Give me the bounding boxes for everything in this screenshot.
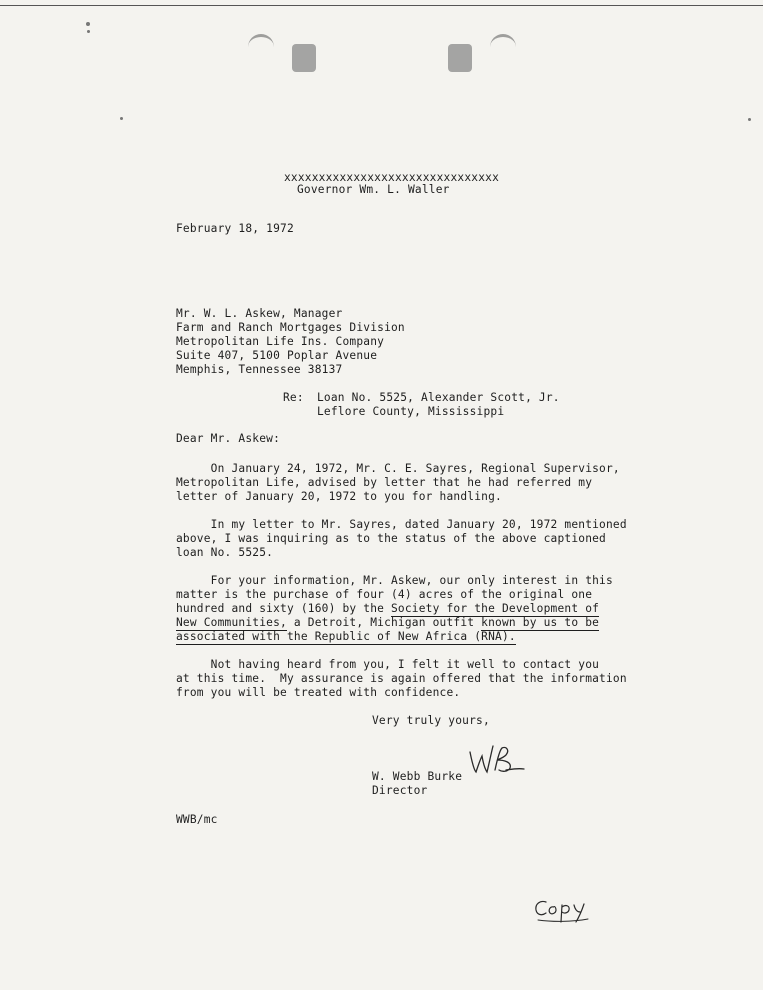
body-line: from you will be treated with confidence. [176,686,461,699]
underlined-text: known by us to be [481,616,600,629]
re-line: Leflore County, Mississippi [317,405,505,418]
signer-name: W. Webb Burke [372,770,463,783]
body-text: a Detroit, Michigan outfit [286,616,482,629]
sender-line: Governor Wm. L. Waller [297,183,450,196]
body-line: For your information, Mr. Askew, our only interest in this [176,574,613,587]
handwritten-signature [466,742,526,776]
recipient-line: Mr. W. L. Askew, Manager [176,307,343,320]
scan-top-edge [0,5,763,6]
re-label: Re: [283,391,304,404]
body-line [176,602,599,616]
body-line: On January 24, 1972, Mr. C. E. Sayres, Regional Supervisor, [176,462,620,475]
body-line: Not having heard from you, I felt it well to contact you [176,658,600,671]
recipient-line: Memphis, Tennessee 38137 [176,363,343,376]
scan-artifact [292,44,316,72]
scan-artifact [448,44,472,72]
body-line: above, I was inquiring as to the status of the above captioned [176,532,606,545]
underlined-text: New Communities, [176,616,287,629]
recipient-line: Metropolitan Life Ins. Company [176,335,385,348]
scan-artifact [248,34,274,51]
body-line [176,630,516,644]
underlined-text: Society for the Development of [391,602,600,615]
body-line: In my letter to Mr. Sayres, dated January 20, 1972 mentioned [176,518,627,531]
scan-speck [120,117,123,120]
recipient-line: Suite 407, 5100 Poplar Avenue [176,349,378,362]
struck-line: xxxxxxxxxxxxxxxxxxxxxxxxxxxxxxx [284,171,499,184]
re-line: Loan No. 5525, Alexander Scott, Jr. [317,391,560,404]
handwritten-copy-note [532,894,594,924]
scan-artifact [490,34,516,51]
body-line: loan No. 5525. [176,546,274,559]
typist-initials: WWB/mc [176,813,218,826]
body-text: hundred and sixty (160) by the [176,602,391,615]
closing: Very truly yours, [372,714,490,727]
body-line: Metropolitan Life, advised by letter that he had referred my [176,476,593,489]
recipient-line: Farm and Ranch Mortgages Division [176,321,405,334]
scan-speck [86,22,90,26]
signer-title: Director [372,784,428,797]
letter-date: February 18, 1972 [176,222,294,235]
body-line: matter is the purchase of four (4) acres of the original one [176,588,593,601]
body-line [176,616,599,630]
scan-speck [87,30,90,33]
scan-speck [748,118,751,121]
salutation: Dear Mr. Askew: [176,432,281,445]
underlined-text: associated with the Republic of New Africa (RNA). [176,630,516,643]
body-line: at this time. My assurance is again offered that the information [176,672,627,685]
body-line: letter of January 20, 1972 to you for handling. [176,490,502,503]
